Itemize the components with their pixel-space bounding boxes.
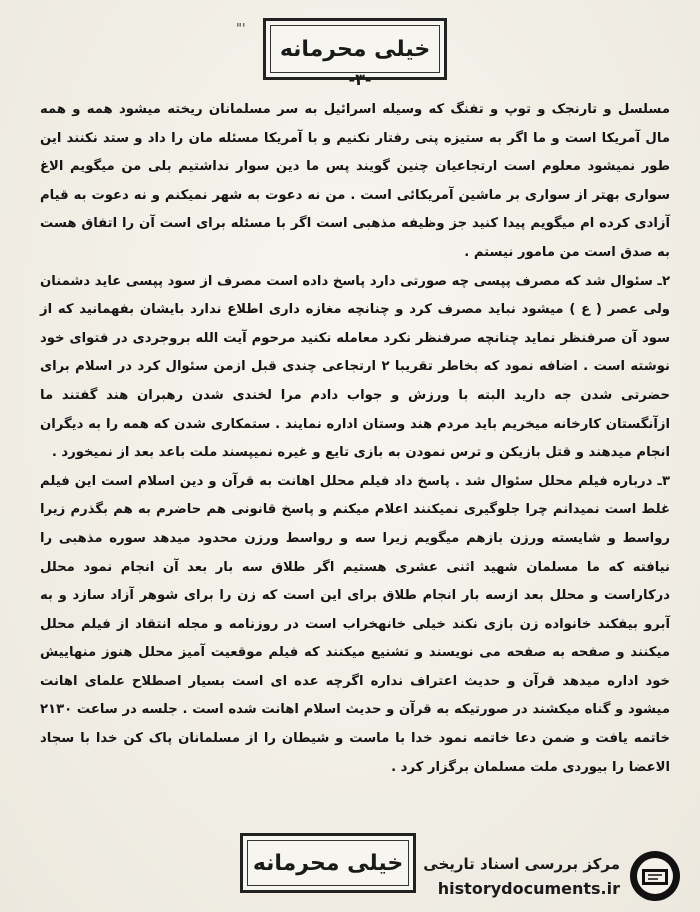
paragraph-2: ۲ـ سئوال شد که مصرف پپسی چه صورتی دارد پاسخ داده است مصرف از سود پپسی عاید دشمنان ولی عصر ( ع ) میشود نباید مصرف کرد و چنانچه مغازه داری اطلاع ندارد بایشان بفهمانید که از سود آن صرفنظر نماید چنانچه صرفنظر نکرد معامله نکنید مرحوم آیت الله بروجردی در فتوای خود نوشته است . اضافه نمود که بخاطر تقریبا ۲ ارتجاعی چندی قبل ازمن سئوال کرد در اسلام برای حضرتی شدن جه دارید البته با ورزش و جواب دادم مرا لخندی شدن رهبران هند گفتند ما ازآنگستان کارخانه میخریم باید مردم هند وستان اداره نمایند . ستمکاری شدن که همه را به دیگران انجام میدهند و قتل بازیکن و ترس نمودن به بازی تایع و غیره نمیپسند ملت باعد بعد از نمیخورد . [40, 273, 670, 461]
archive-logo-title: مرکز بررسی اسناد تاریخی [423, 855, 620, 873]
archive-emblem-icon [628, 849, 682, 903]
corner-mark: "' [236, 22, 246, 37]
page-number: -۳- [348, 70, 372, 89]
classification-stamp-bottom-text: خیلی محرمانه [252, 850, 404, 876]
paragraph-1: مسلسل و تارنجک و توپ و تفنگ که وسیله اسرائیل به سر مسلمانان ریخته میشود همه و همه مال آمریکا است و ما اگر به ستیزه پنی رفتار نکنیم و با آمریکا مسئله مان را داد و ستد نکنند این طور نمیشود معلوم است ارتجاعیان چنین گویند پس ما دین سوار نداشتیم بلی من میگویم الاغ سواری بهتر از سواری بر ماشین آمریکائی است . من نه دعوت به شهر نمیکنم و نه دعوت به قیام آزادی کرده ام میگویم پیدا کنید جز وظیفه مذهبی است اگر با مسئله برای است آن را اتفاق هست به صدق است من مامور نیستم . [40, 102, 670, 260]
archive-logo-url: historydocuments.ir [437, 879, 620, 898]
classification-stamp-bottom [240, 833, 416, 893]
archive-logo [423, 845, 690, 905]
paragraph-3: ۳ـ درباره فیلم محلل سئوال شد . پاسخ داد فیلم محلل اهانت به قرآن و دین اسلام است این فیلم غلط است نمیدانم چرا جلوگیری نمیکنند اعلام میکنم و پاسخ قانونی هم حاضرم به هم بگذرم زیرا رواسط و شایسته ورزن بازهم میگویم زیرا سه و رواسط ورزن محدود میدهد سوره مذهبی را نیافته که ما مسلمان شهید اثنی عشری هستیم اگر طلاق سه بار بعد آن انجام نمود محلل درکاراست و محلل بعد ازسه بار انجام طلاق برای این است که زن را برای شوهر آزاد سازد و به آبرو بیفکند خانواده زن بازی نکند خیلی خانهخراب است در روزنامه و مجله انتقاد از فیلم محلل میکنند و صفحه به صفحه می نویسند و تشنیع میکنند که فیلم موقعیت آمیز محلل هنوز منهاییش خود اداره میدهد قرآن و حدیث اعتراف نداره اگرچه عده ای است بسیار اصطلاح علمای اهانت میشود و گناه میکشند در صورتیکه به قرآن و حدیث اسلام اهانت شده است . جلسه در ساعت ۲۱۳۰ خاتمه یافت و ضمن دعا خاتمه نمود خدا با ماست و شیطان را از مسلمانان پاک کن خدا با سجاد الاعضا را بیوردی ملت مسلمان برگزار کرد . [40, 473, 670, 775]
classification-stamp-top-text: خیلی محرمانه [279, 36, 431, 62]
document-body [40, 96, 670, 782]
